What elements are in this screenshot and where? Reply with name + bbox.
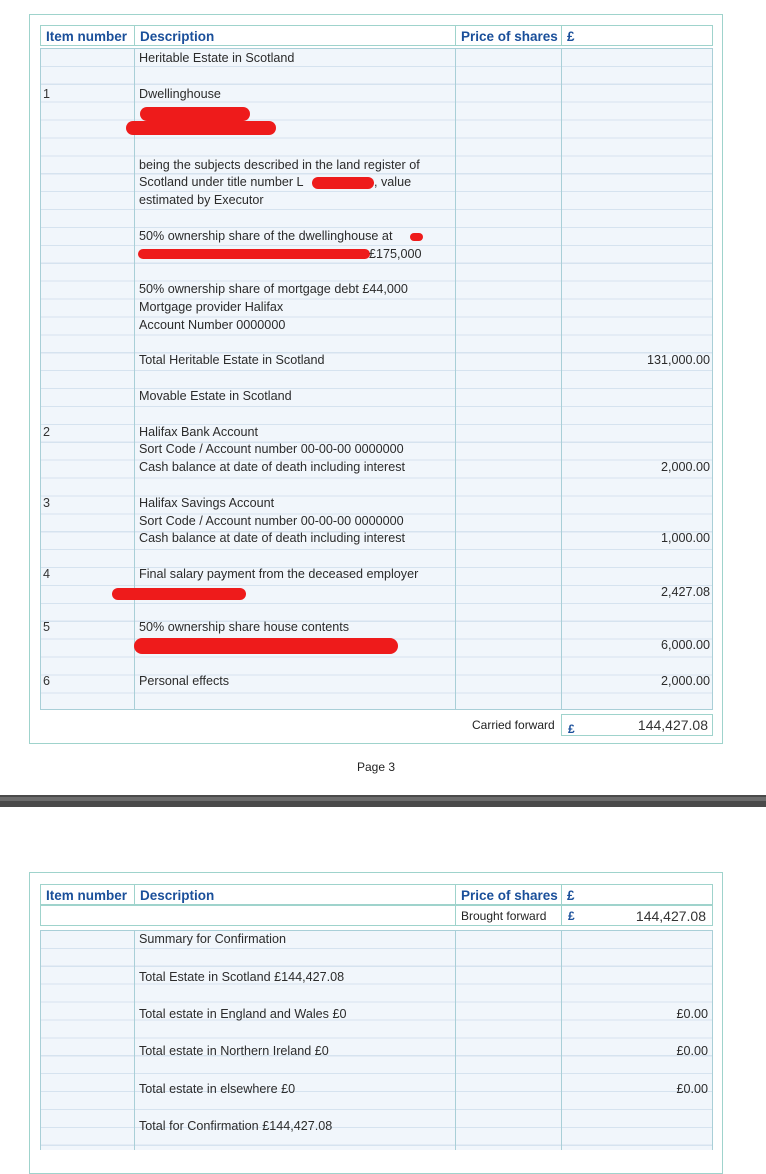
redaction-mark [126,121,276,135]
row-house-contents: 50% ownership share house contents [139,620,350,634]
header-currency: £ [561,25,713,46]
amount-house-contents: 6,000.00 [660,638,710,652]
column-value [561,930,713,1150]
amount-final-salary: 2,427.08 [660,585,710,599]
row-title-number: Scotland under title number L [139,175,304,189]
carried-forward-box [561,714,713,736]
row-total-elsewhere: Total estate in elsewhere £0 [139,1082,296,1096]
row-sort-code: Sort Code / Account number 00-00-00 0000000 [139,442,404,456]
column-description [134,48,456,710]
redaction-mark [312,177,374,189]
summary-table-grid [40,930,713,1150]
page-number: Page 3 [357,760,396,774]
item-number-2: 2 [43,425,51,439]
redaction-mark [134,638,398,654]
row-cash-balance: Cash balance at date of death including interest [139,460,406,474]
row-mortgage-debt: 50% ownership share of mortgage debt £44,000 [139,282,408,296]
redaction-mark [112,588,246,600]
header-description: Description [134,25,456,46]
row-mortgage-provider: Mortgage provider Halifax [139,300,284,314]
carried-forward-label: Carried forward [472,718,555,732]
column-price-of-shares [455,930,562,1150]
redaction-mark [138,249,370,259]
amount-personal-effects: 2,000.00 [660,674,710,688]
amount-total-heritable: 131,000.00 [646,353,710,367]
item-number-4: 4 [43,567,51,581]
amount-northern-ireland: £0.00 [676,1044,708,1058]
brought-forward-spacer [40,905,456,926]
header-price-of-shares: Price of shares [455,884,562,905]
row-halifax-bank: Halifax Bank Account [139,425,259,439]
header-item-number: Item number [40,884,135,905]
item-number-5: 5 [43,620,51,634]
page-separator [0,795,766,807]
row-account-number: Account Number 0000000 [139,318,286,332]
amount-elsewhere: £0.00 [676,1082,708,1096]
header-description: Description [134,884,456,905]
row-total-scotland: Total Estate in Scotland £144,427.08 [139,970,345,984]
redaction-mark [410,233,423,241]
row-total-northern-ireland: Total estate in Northern Ireland £0 [139,1044,329,1058]
row-summary-heading: Summary for Confirmation [139,932,286,946]
header-price-of-shares: Price of shares [455,25,562,46]
brought-forward-box [561,905,713,926]
row-total-england-wales: Total estate in England and Wales £0 [139,1007,347,1021]
item-number-3: 3 [43,496,51,510]
brought-forward-total: 144,427.08 [635,908,706,924]
row-dwellinghouse-share: 50% ownership share of the dwellinghouse at [139,229,393,243]
column-item-number [40,930,135,1150]
row-final-salary: Final salary payment from the deceased employer [139,567,419,581]
carried-forward-currency: £ [568,722,575,736]
column-price-of-shares [455,48,562,710]
amount-england-wales: £0.00 [676,1007,708,1021]
carried-forward-total: 144,427.08 [637,717,708,733]
item-number-1: 1 [43,87,51,101]
amount-halifax-savings: 1,000.00 [660,531,710,545]
row-halifax-savings: Halifax Savings Account [139,496,275,510]
estate-table-grid [40,48,713,710]
row-movable-heading: Movable Estate in Scotland [139,389,292,403]
row-dwellinghouse: Dwellinghouse [139,87,221,101]
row-value-suffix: , value [374,175,412,189]
header-item-number: Item number [40,25,135,46]
brought-forward-label: Brought forward [455,905,562,926]
column-item-number [40,48,135,710]
header-currency: £ [561,884,713,905]
column-value [561,48,713,710]
redaction-mark [140,107,250,121]
row-total-confirmation: Total for Confirmation £144,427.08 [139,1119,333,1133]
row-estimated-by-executor: estimated by Executor [139,193,264,207]
amount-halifax-bank: 2,000.00 [660,460,710,474]
row-personal-effects: Personal effects [139,674,230,688]
row-dwellinghouse-value: £175,000 [369,247,422,261]
row-sort-code: Sort Code / Account number 00-00-00 0000000 [139,514,404,528]
row-heritable-heading: Heritable Estate in Scotland [139,51,295,65]
column-description [134,930,456,1150]
row-land-register: being the subjects described in the land register of [139,158,420,172]
brought-forward-currency: £ [568,909,575,923]
row-total-heritable: Total Heritable Estate in Scotland [139,353,325,367]
row-cash-balance: Cash balance at date of death including interest [139,531,406,545]
item-number-6: 6 [43,674,51,688]
